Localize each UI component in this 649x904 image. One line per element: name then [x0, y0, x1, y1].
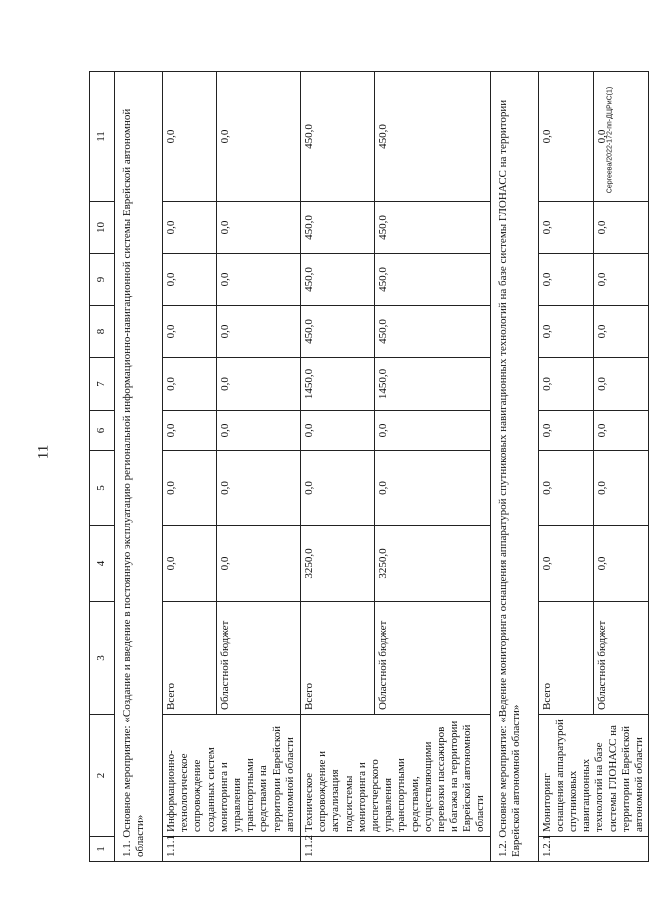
value-cell: 0,0 — [593, 202, 648, 254]
table-row — [538, 72, 593, 862]
row-name: Техническое сопровождение и актуализация подсистемы мониторинга и диспетчерского управления транспортными средствами, осуществляющими перевозки пассажиров и багажа на территории Еврейской автономной области — [301, 715, 491, 837]
value-cell: 0,0 — [301, 411, 375, 451]
value-cell: 450,0 — [375, 254, 490, 306]
source-label: Областной бюджет — [217, 602, 301, 715]
page-number: 11 — [35, 444, 52, 460]
source-label: Всего — [301, 602, 375, 715]
value-cell: 0,0 — [163, 451, 217, 526]
source-label: Областной бюджет — [375, 602, 490, 715]
row-name: Информационно-технологическое сопровождение созданных систем мониторинга и управления транспортными средствами на территории Еврейской автономной области — [163, 715, 301, 837]
header-cell: 1 — [90, 837, 115, 862]
source-label: Всего — [538, 602, 593, 715]
value-cell: 0,0 — [163, 72, 217, 202]
value-cell: 0,0 — [538, 254, 593, 306]
value-cell: 0,0 — [163, 526, 217, 602]
value-cell: 450,0 — [301, 202, 375, 254]
section-row — [115, 72, 163, 862]
value-cell: 0,0 — [538, 451, 593, 526]
header-cell: 9 — [90, 254, 115, 306]
source-label: Областной бюджет — [593, 602, 648, 715]
header-cell: 5 — [90, 451, 115, 526]
value-cell: 0,0 — [375, 451, 490, 526]
value-cell: 3250,0 — [301, 526, 375, 602]
value-cell: 0,0 — [593, 72, 648, 202]
value-cell: 0,0 — [217, 526, 301, 602]
row-number: 1.1.2 — [301, 837, 491, 862]
value-cell: 450,0 — [301, 72, 375, 202]
value-cell: 450,0 — [375, 306, 490, 358]
value-cell: 3250,0 — [375, 526, 490, 602]
value-cell: 450,0 — [375, 72, 490, 202]
value-cell: 0,0 — [538, 526, 593, 602]
value-cell: 0,0 — [593, 526, 648, 602]
source-label: Всего — [163, 602, 217, 715]
value-cell: 0,0 — [217, 411, 301, 451]
value-cell: 0,0 — [163, 411, 217, 451]
value-cell: 0,0 — [163, 254, 217, 306]
header-cell: 8 — [90, 306, 115, 358]
header-cell: 3 — [90, 602, 115, 715]
header-row — [90, 72, 115, 862]
budget-table — [89, 71, 649, 862]
value-cell: 0,0 — [217, 254, 301, 306]
value-cell: 450,0 — [375, 202, 490, 254]
table-row — [301, 72, 375, 862]
value-cell: 0,0 — [593, 306, 648, 358]
document-code: Сергеева/2022-172-пп-ДЦРиС(1) — [606, 86, 614, 194]
value-cell: 0,0 — [217, 72, 301, 202]
value-cell: 1450,0 — [375, 358, 490, 411]
value-cell: 0,0 — [301, 451, 375, 526]
header-cell: 2 — [90, 715, 115, 837]
header-cell: 6 — [90, 411, 115, 451]
value-cell: 0,0 — [593, 254, 648, 306]
value-cell: 0,0 — [538, 72, 593, 202]
value-cell: 450,0 — [301, 306, 375, 358]
header-cell: 4 — [90, 526, 115, 602]
section-title: 1.2. Основное мероприятие: «Ведение мониторинга оснащения аппаратурой спутниковых навигационных технологий на базе системы ГЛОНАСС на территории Еврейской автономной области» — [490, 72, 538, 862]
value-cell: 1450,0 — [301, 358, 375, 411]
value-cell: 0,0 — [163, 306, 217, 358]
section-row — [490, 72, 538, 862]
value-cell: 0,0 — [593, 358, 648, 411]
value-cell: 0,0 — [217, 202, 301, 254]
value-cell: 450,0 — [301, 254, 375, 306]
value-cell: 0,0 — [593, 411, 648, 451]
value-cell: 0,0 — [217, 306, 301, 358]
value-cell: 0,0 — [538, 202, 593, 254]
value-cell: 0,0 — [217, 358, 301, 411]
value-cell: 0,0 — [375, 411, 490, 451]
value-cell: 0,0 — [538, 358, 593, 411]
value-cell: 0,0 — [538, 411, 593, 451]
header-cell: 7 — [90, 358, 115, 411]
value-cell: 0,0 — [163, 358, 217, 411]
value-cell: 0,0 — [538, 306, 593, 358]
value-cell: 0,0 — [163, 202, 217, 254]
value-cell: 0,0 — [217, 451, 301, 526]
value-cell: 0,0 — [593, 451, 648, 526]
row-name: Мониторинг оснащения аппаратурой спутниковых навигационных технологий на базе системы ГЛОНАСС на территории Еврейской автономной области — [538, 715, 649, 837]
table-row — [163, 72, 217, 862]
section-title: 1.1. Основное мероприятие: «Создание и введение в постоянную эксплуатацию региональной информационно-навигационной системы Еврейской автономной области» — [115, 72, 163, 862]
header-cell: 10 — [90, 202, 115, 254]
row-number: 1.2.1 — [538, 837, 649, 862]
header-cell: 11 — [90, 72, 115, 202]
row-number: 1.1.1 — [163, 837, 301, 862]
